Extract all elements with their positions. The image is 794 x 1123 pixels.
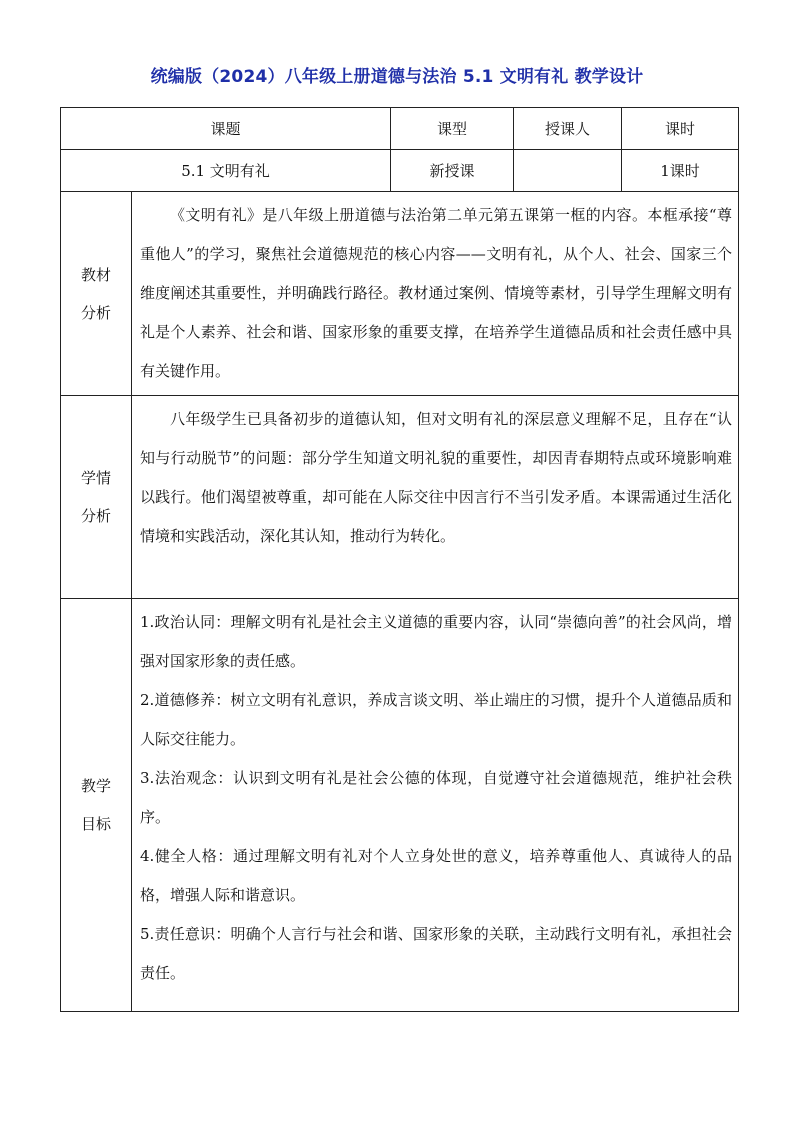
type-value: 新授课 bbox=[391, 150, 514, 192]
hours-value: 1课时 bbox=[622, 150, 739, 192]
teacher-value bbox=[514, 150, 622, 192]
student-analysis-row bbox=[61, 396, 739, 599]
student-analysis-text: 八年级学生已具备初步的道德认知，但对文明有礼的深层意义理解不足，且存在“认知与行动脱节”的问题：部分学生知道文明礼貌的重要性，却因青春期特点或环境影响难以践行。他们渴望被尊重，却可能在人际交往中因言行不当引发矛盾。本课需通过生活化情境和实践活动，深化其认知，推动行为转化。 bbox=[140, 410, 733, 545]
textbook-analysis-row bbox=[61, 192, 739, 396]
hours-header: 课时 bbox=[622, 108, 739, 150]
textbook-label-line1: 教材 bbox=[80, 265, 111, 284]
textbook-analysis-content bbox=[132, 192, 739, 396]
teaching-goals-row bbox=[61, 599, 739, 1012]
topic-value: 5.1 文明有礼 bbox=[61, 150, 391, 192]
goals-label-line2: 目标 bbox=[80, 815, 111, 833]
student-analysis-content bbox=[132, 396, 739, 599]
goal-item: 5.责任意识：明确个人言行与社会和谐、国家形象的关联，主动践行文明有礼，承担社会责任。 bbox=[140, 925, 733, 982]
type-header: 课型 bbox=[391, 108, 514, 150]
teaching-goals-label bbox=[61, 599, 132, 1012]
document-title: 统编版（2024）八年级上册道德与法治 5.1 文明有礼 教学设计 bbox=[150, 67, 644, 87]
student-analysis-label bbox=[61, 396, 132, 599]
student-label-line1: 学情 bbox=[80, 469, 111, 487]
goal-item: 1.政治认同：理解文明有礼是社会主义道德的重要内容，认同“崇德向善”的社会风尚，增强对国家形象的责任感。 bbox=[140, 613, 733, 670]
goal-item: 4.健全人格：通过理解文明有礼对个人立身处世的意义，培养尊重他人、真诚待人的品格，增强人际和谐意识。 bbox=[140, 847, 733, 904]
textbook-label-line2: 分析 bbox=[80, 303, 111, 322]
goal-item: 3.法治观念：认识到文明有礼是社会公德的体现，自觉遵守社会道德规范，维护社会秩序。 bbox=[140, 769, 733, 826]
goal-item: 2.道德修养：树立文明有礼意识，养成言谈文明、举止端庄的习惯，提升个人道德品质和人际交往能力。 bbox=[140, 691, 733, 748]
textbook-analysis-label bbox=[61, 192, 132, 396]
teaching-goals-content bbox=[132, 599, 739, 1012]
info-row bbox=[61, 150, 739, 192]
topic-header: 课题 bbox=[61, 108, 391, 150]
textbook-analysis-text: 《文明有礼》是八年级上册道德与法治第二单元第五课第一框的内容。本框承接“尊重他人”的学习，聚焦社会道德规范的核心内容——文明有礼，从个人、社会、国家三个维度阐述其重要性，并明确践行路径。教材通过案例、情境等素材，引导学生理解文明有礼是个人素养、社会和谐、国家形象的重要支撑，在培养学生道德品质和社会责任感中具有关键作用。 bbox=[140, 206, 733, 380]
teacher-header: 授课人 bbox=[514, 108, 622, 150]
header-row bbox=[61, 108, 739, 150]
goals-label-line1: 教学 bbox=[80, 777, 111, 795]
lesson-plan-table bbox=[60, 107, 739, 1012]
student-label-line2: 分析 bbox=[80, 507, 111, 525]
